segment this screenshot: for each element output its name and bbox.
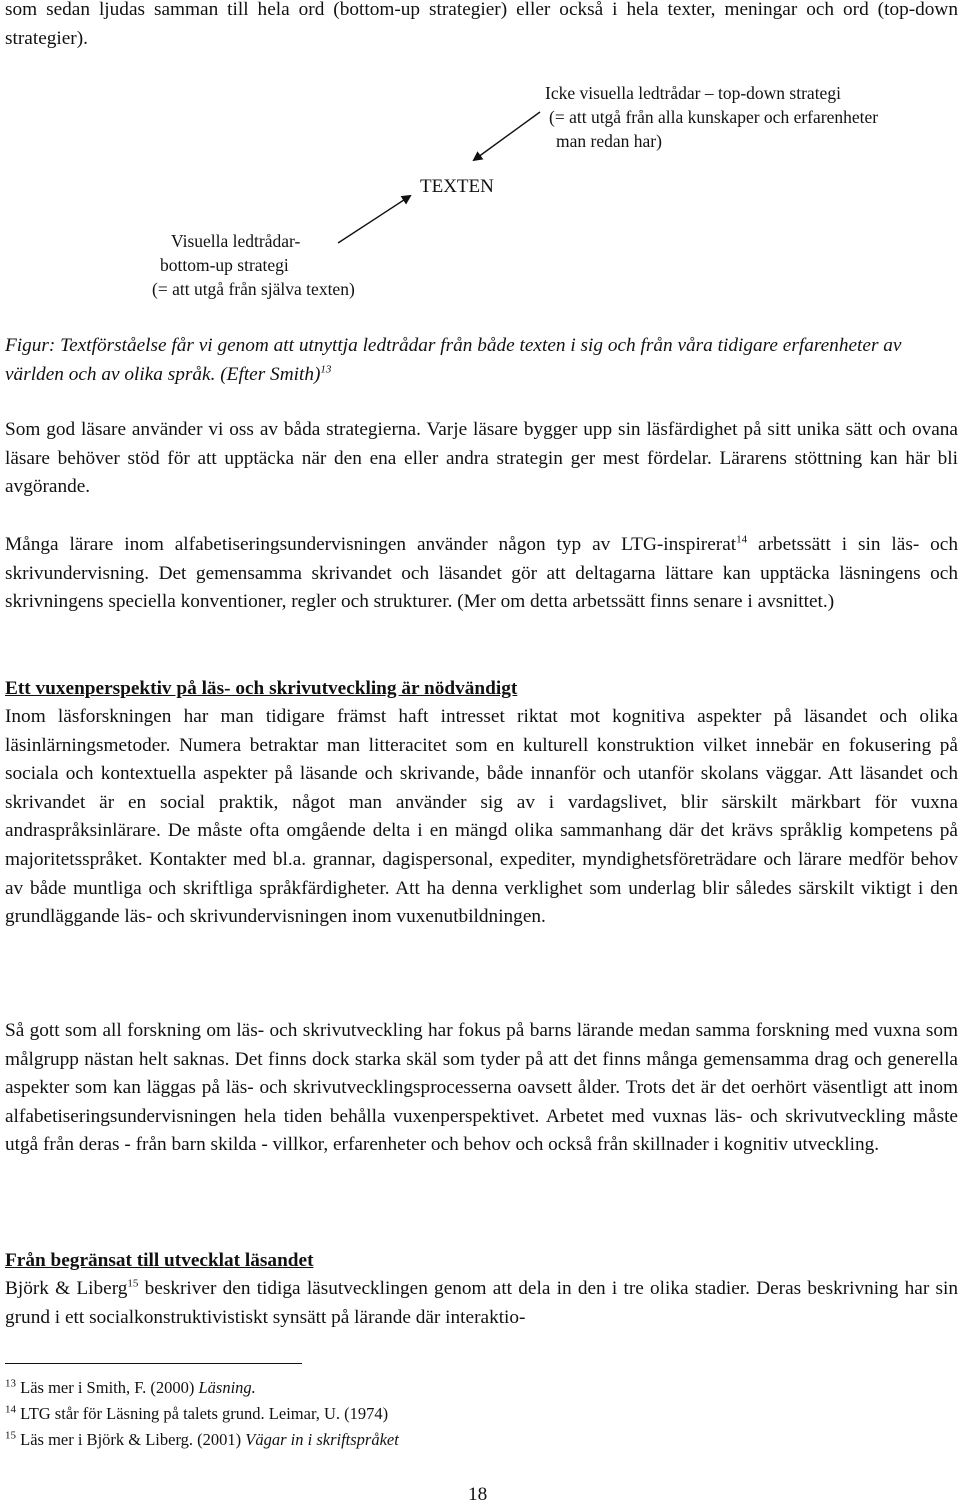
arrow-to-top-down bbox=[474, 112, 540, 160]
footnote-text: Läs mer i Björk & Liberg. (2001) bbox=[20, 1430, 242, 1449]
top-down-line3: man redan har) bbox=[556, 131, 662, 151]
paragraph-strategies: Som god läsare använder vi oss av båda strategierna. Varje läsare bygger upp sin läsfärdighet på sitt unika sätt och ovana läsare behöver stöd för att upptäcka när den ena eller andra strategin ger mest fördelar. Lärarens stöttning kan här bli avgörande. bbox=[5, 419, 958, 498]
footnote-15 bbox=[5, 1428, 399, 1451]
paragraph-ltg bbox=[5, 531, 958, 617]
page-number: 18 bbox=[468, 1484, 488, 1505]
section-heading-lasandet: Från begränsat till utvecklat läsandet bbox=[5, 1250, 314, 1271]
footnote-13 bbox=[5, 1376, 256, 1399]
footnote-14 bbox=[5, 1402, 388, 1425]
footnote-italic-title: Läsning. bbox=[198, 1378, 256, 1397]
arrow-to-text bbox=[338, 196, 410, 243]
footnote-text: Läs mer i Smith, F. (2000) bbox=[20, 1378, 195, 1397]
footnote-separator bbox=[5, 1363, 302, 1364]
diagram-arrows bbox=[0, 0, 960, 310]
footnote-italic-title: Vägar in i skriftspråket bbox=[245, 1430, 399, 1449]
bottom-up-line2: bottom-up strategi bbox=[160, 255, 289, 275]
paragraph-forskning: Så gott som all forskning om läs- och skrivutveckling har fokus på barns lärande medan samma forskning med vuxna som målgrupp nästan helt saknas. Det finns dock starka skäl som tyder på att det finns många gemensamma drag och generella aspekter som kan läggas på läs- och skrivutvecklingsprocesserna oavsett ålder. Trots det är det oerhört väsentligt att inom alfabetiseringsundervisningen hela tiden behålla vuxenperspektivet. Arbetet med vuxnas läs- och skrivutveckling måste utgå från deras - från barn skilda - villkor, erfarenheter och behov och också från skillnader i kognitiv utveckling. bbox=[5, 1020, 958, 1156]
figure-caption bbox=[5, 332, 958, 389]
section-heading-vuxenperspektiv: Ett vuxenperspektiv på läs- och skrivutveckling är nödvändigt bbox=[5, 678, 518, 699]
footnote-ref-15: 15 bbox=[127, 1277, 139, 1290]
bottom-up-line1: Visuella ledtrådar- bbox=[171, 231, 301, 251]
paragraph-ltg-b: arbetssätt i sin läs- och skrivundervisning. Det gemensamma skrivandet och läsandet gör att deltagarna lättare kan upptäcka läsningens och skrivningens speciella konventioner, regler och strukturer. (Mer om detta arbetssätt finns senare i avsnittet.) bbox=[5, 534, 958, 613]
top-down-line2: (= att utgå från alla kunskaper och erfarenheter bbox=[549, 107, 879, 127]
bottom-up-line3: (= att utgå från själva texten) bbox=[152, 279, 355, 299]
paragraph-ltg-a: Många lärare inom alfabetiseringsundervisningen använder någon typ av LTG-inspirerat bbox=[5, 534, 737, 555]
paragraph-vuxenperspektiv: Inom läsforskningen har man tidigare främst haft intresset riktat mot kognitiva aspekter på läsandet och olika läsinlärningsmetoder. Numera betraktar man litteracitet som en kulturell konstruktion vilket innebär en fokusering på sociala och kontextuella aspekter på läsande och skrivande, både innanför och utanför skolans väggar. Att läsandet och skrivandet är en social praktik, något man använder sig av i vardagslivet, blir särskilt märkbart för vuxna andraspråksinlärare. De måste ofta omgående delta i en mängd olika sammanhang där det krävs språklig kompetens på majoritetsspråket. Kontakter med bl.a. grannar, dagispersonal, expediter, myndighetsföreträdare och lärare medför behov av både muntliga och skriftliga språkfärdigheter. Att ha denna verklighet som underlag blir således särskilt viktigt i den grundläggande läs- och skrivundervisningen inom vuxenutbildningen. bbox=[5, 706, 958, 928]
footnote-number: 14 bbox=[5, 1403, 16, 1416]
footnote-number: 15 bbox=[5, 1429, 16, 1442]
footnote-number: 13 bbox=[5, 1377, 16, 1390]
footnote-text: LTG står för Läsning på talets grund. Leimar, U. (1974) bbox=[20, 1404, 389, 1423]
paragraph-bjork-liberg-a: Björk & Liberg bbox=[5, 1278, 128, 1299]
intro-paragraph: som sedan ljudas samman till hela ord (bottom-up strategier) eller också i hela texter, meningar och ord (top-down strategier). bbox=[5, 0, 958, 49]
diagram-center-label: TEXTEN bbox=[420, 176, 494, 197]
figure-caption-text: Figur: Textförståelse får vi genom att utnyttja ledtrådar från både texten i sig och från våra tidigare erfarenheter av världen och av olika språk. (Efter Smith) bbox=[5, 335, 902, 385]
footnote-ref-13: 13 bbox=[320, 363, 332, 376]
footnote-ref-14: 14 bbox=[736, 533, 748, 546]
paragraph-bjork-liberg-b: beskriver den tidiga läsutvecklingen genom att dela in den i tre olika stadier. Deras beskrivning har sin grund i ett socialkonstruktivistiskt synsätt på lärande där interaktio- bbox=[5, 1278, 958, 1328]
paragraph-bjork-liberg bbox=[5, 1275, 958, 1332]
top-down-line1: Icke visuella ledtrådar – top-down strategi bbox=[545, 83, 841, 103]
